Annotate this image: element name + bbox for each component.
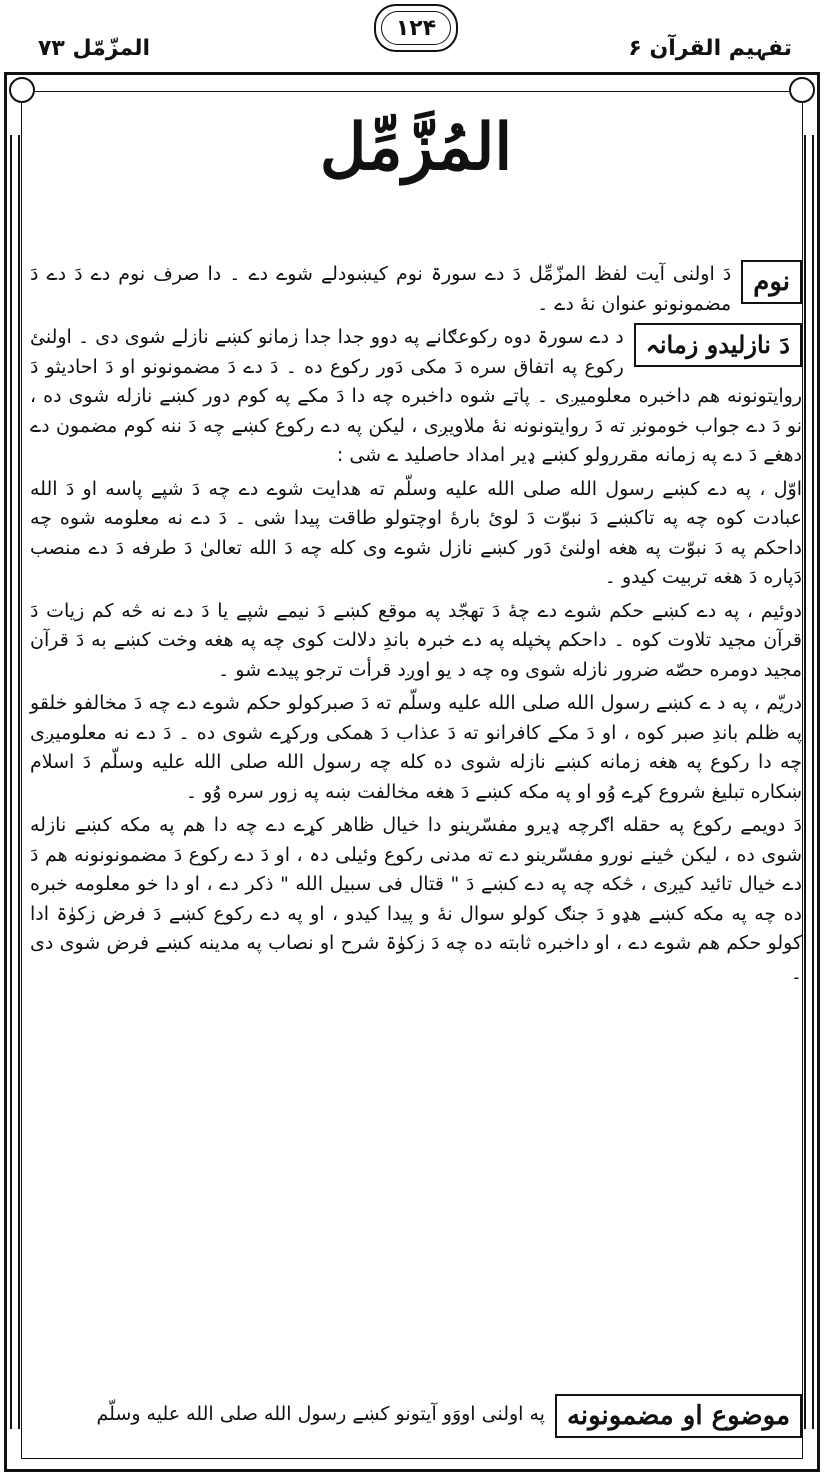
surah-reference: المزّمّل ۷۳	[38, 36, 151, 61]
paragraph: دریّم ، په د ے کښے رسول الله صلی الله علیه وسلّم ته دَ صبرکولو حکم شوے دے چه دَ مخالفو خلقو په ظلم باندِ صبر کوه ، او دَ مکے کافرانو ته دَ عذاب دَ همکی ورکړے شوی ده ۔ دَ دے نه معلومیږی چه دا رکوع په هغه زمانه کښے نازله شوی ده کله چه رسول الله صلی الله علیه وسلّم دَ اسلام ښکاره تبلیغ شروع کړے وُو او په مکه کښے دَ هغه مخالفت ښه په زور سره وُو ۔	[30, 692, 802, 803]
bottom-section	[30, 1394, 802, 1442]
paragraph: د دے سورۃ دوه رکوعګانے په دوو جدا جدا زمانو کښے نازلے شوی دی ۔ اولنئ رکوع په اتفاق سره دَ مکی دَور رکوع ده ۔ دَ دے دَ مضمونونو او دَ احادیثو دَ روایتونونه هم داخبره معلومیږی ۔ پاتے شوه داخبره چه دا دَ مکے په کوم دور کښے نازله شوی ده ، نو دَ دے جواب خومونږ ته دَ روایتونونه نۀ ملاویږی ، لیکن په دے رکوع کښے چه دَ ننه کوم مضمون دے دهغے دَ دے په زمانه مقررولو کښے ډیر امداد حاصلید ے شی :	[30, 326, 802, 466]
paragraph: اوّل ، په دے کښے رسول الله صلی الله علیه وسلّم ته هدایت شوے دے چه دَ شپے پاسه او دَ الله عبادت کوه چه په تاکښے دَ نبوّت دَ لوئ بارۀ اوچتولو طاقت پیدا شی ۔ دَ دے نه معلومه شوه چه داحکم په دَ نبوّت په هغه اولنئ دَور کښے نازل شوے وی کله چه دَ الله تعالیٰ دَ طرفه دَ دے منصب دَپاره دَ هغه تربیت کیدو ۔	[30, 477, 802, 588]
paragraph: دَ اولنی آیت لفظ المزّمِّل دَ دے سورۃ نوم کیښودلے شوے دے ۔ دا صرف نوم دے دَ دے دَ مضمونونو عنوان نۀ دے ۔	[30, 263, 732, 315]
page-number: ۱۲۴	[374, 4, 458, 52]
book-title: تفہیم القرآن ۶	[628, 36, 792, 61]
side-ornament	[804, 135, 814, 1429]
surah-title: المُزَّمِّل	[319, 110, 513, 185]
corner-ornament-icon	[9, 77, 35, 103]
main-content	[30, 260, 802, 992]
paragraph: دَ دویمے رکوع په حقله اګرچه ډیرو مفسّرینو دا خیال ظاهر کړے دے چه دا هم په مکه کښے نازله شوی ده ، لیکن څینے نورو مفسّرینو دے ته مدنی رکوع وئیلی دہ ، او دَ دے رکوع دَ مضمونونونه هم دَ دے خیال تائید کیږی ، څکه چه په دے کښے دَ " قتال فی سبیل الله " ذکر دے ، او دا خو معلومه خبره ده چه په مکه کښے هډو دَ جنګ کولو سوال نۀ و پیدا کیدو ، او په دے رکوع کښے دَ فرض زکوٰۃ ادا کولو حکم هم شوے دے ، او داخبره ثابته ده چه دَ زکوٰۃ شرح او نصاب په مدینه کښے فرض شوی دی ۔	[30, 814, 802, 984]
paragraph: په اولنی اووَو آیتونو کښے رسول الله صلی الله علیه وسلّم	[96, 1403, 545, 1425]
corner-ornament-icon	[789, 77, 815, 103]
section-heading-revelation: دَ نازلیدو زمانہ	[634, 323, 802, 367]
paragraph: دوئیم ، په دے کښے حکم شوے دے چهٔ دَ تهجّد په موقع کښے دَ نیمے شپے یا دَ دے نه څه کم زیات دَ قرآن مجید تلاوت کوه ۔ داحکم پخپله په دے خبرہ باندِ دلالت کوی چه په هغه وخت کښے به دَ قرآن مجید دومره حصّه ضرور نازله شوی وه چه د یو اوږد قرأت ترجو پیدے شو ۔	[30, 599, 802, 681]
page-header	[0, 0, 832, 70]
section-heading-name: نوم	[741, 260, 802, 304]
side-ornament	[10, 135, 20, 1429]
section-heading-topics: موضوع او مضمونونه	[555, 1394, 802, 1438]
